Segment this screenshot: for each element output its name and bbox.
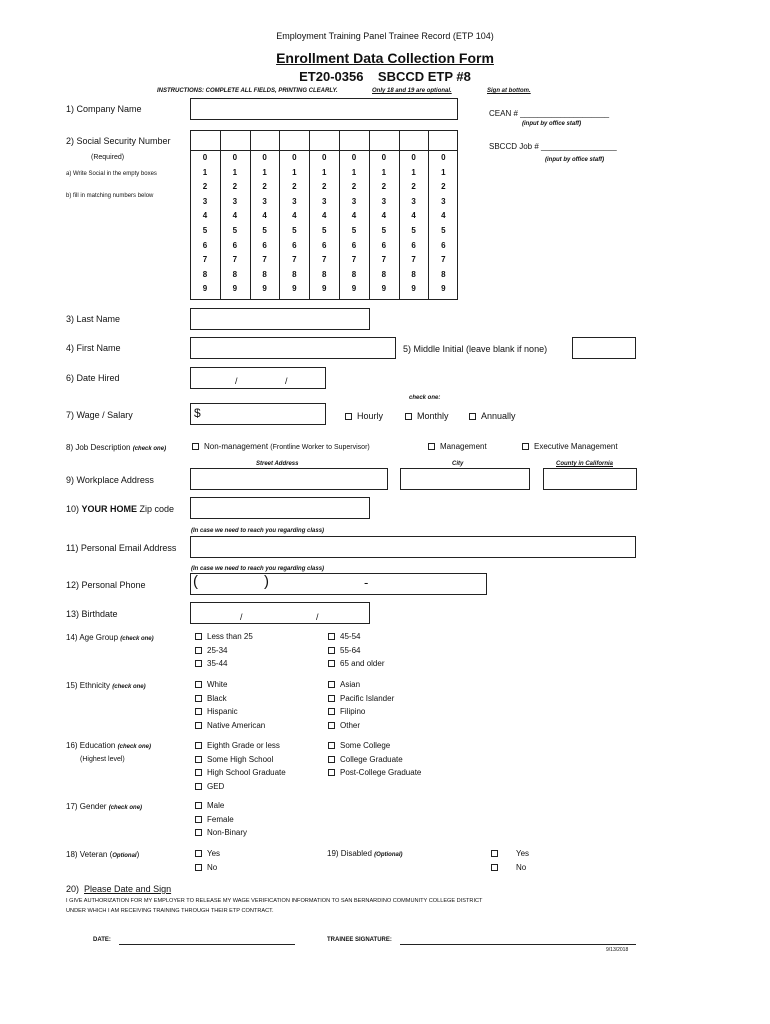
age-group-text: 14) Age Group xyxy=(66,633,119,642)
ssn-digit[interactable]: 9 xyxy=(321,284,327,294)
ssn-digit[interactable]: 2 xyxy=(232,182,238,192)
county-input[interactable] xyxy=(543,468,637,490)
checkbox-icon xyxy=(195,769,202,776)
age-option[interactable] xyxy=(328,659,384,668)
checkbox-icon xyxy=(328,769,335,776)
ssn-digit[interactable]: 4 xyxy=(321,211,327,221)
middle-initial-label: 5) Middle Initial (leave blank if none) xyxy=(403,344,548,354)
ssn-digit[interactable]: 6 xyxy=(441,240,446,250)
wage-option-label: Annually xyxy=(481,411,516,421)
ssn-digit[interactable]: 2 xyxy=(262,182,267,192)
veteran-note: Optional xyxy=(112,853,137,859)
zip-label-bold: YOUR HOME xyxy=(81,504,138,514)
ssn-digit[interactable]: 9 xyxy=(351,284,357,294)
ssn-digit[interactable]: 5 xyxy=(441,226,446,235)
age-group-label xyxy=(66,633,154,642)
ssn-digit[interactable]: 8 xyxy=(262,269,267,279)
ssn-digit[interactable]: 9 xyxy=(441,284,446,294)
ssn-digit[interactable]: 1 xyxy=(381,167,387,177)
date-line[interactable] xyxy=(119,944,295,945)
ssn-digit[interactable]: 3 xyxy=(351,196,357,206)
ssn-digit[interactable]: 4 xyxy=(351,211,357,221)
checkbox-icon xyxy=(328,722,335,729)
checkbox-icon xyxy=(192,443,199,450)
ssn-digit[interactable]: 5 xyxy=(202,226,208,235)
job-option-executive[interactable] xyxy=(522,442,618,451)
ssn-digit[interactable]: 6 xyxy=(351,240,357,250)
ssn-digit[interactable]: 5 xyxy=(381,226,387,235)
ssn-digit[interactable]: 0 xyxy=(381,153,387,162)
ethnicity-text: 15) Ethnicity xyxy=(66,681,111,690)
age-option[interactable] xyxy=(328,646,360,655)
ssn-digit[interactable]: 8 xyxy=(411,269,416,279)
check-one-note: check one: xyxy=(409,395,441,401)
reach-note-email: (In case we need to reach you regarding class) xyxy=(191,528,325,534)
disabled-label xyxy=(327,849,402,858)
top-title: Employment Training Panel Trainee Record (ETP 104) xyxy=(276,31,494,41)
veteran-option[interactable] xyxy=(195,849,220,858)
ssn-digit[interactable]: 6 xyxy=(381,240,387,250)
revision-date: 9/13/2018 xyxy=(606,947,629,953)
email-input[interactable] xyxy=(190,536,636,558)
checkbox-icon xyxy=(328,742,335,749)
ssn-digit[interactable]: 5 xyxy=(292,226,297,235)
wage-input[interactable] xyxy=(190,403,326,425)
education-option-label: Post-College Graduate xyxy=(340,768,422,777)
ssn-digit[interactable]: 1 xyxy=(262,167,267,177)
job-option-note: (Frontline Worker to Supervisor) xyxy=(270,444,370,451)
checkbox-icon xyxy=(328,633,335,640)
reach-note-phone: (In case we need to reach you regarding class) xyxy=(191,566,325,572)
ssn-digit[interactable]: 7 xyxy=(411,255,416,265)
ethnicity-label xyxy=(66,681,146,690)
veteran-option-label: No xyxy=(207,862,218,872)
ssn-digit[interactable]: 1 xyxy=(202,167,208,177)
zip-label-text: Zip code xyxy=(137,504,175,514)
first-name-input[interactable] xyxy=(190,337,396,359)
company-label: 1) Company Name xyxy=(66,104,142,114)
ssn-digit[interactable]: 3 xyxy=(202,196,208,206)
ethnicity-option[interactable] xyxy=(195,707,238,716)
checkbox-icon xyxy=(328,681,335,688)
ethnicity-option[interactable] xyxy=(195,721,265,730)
veteran-label xyxy=(66,850,139,859)
birthdate-slash-1: / xyxy=(240,612,243,622)
disabled-option-label: Yes xyxy=(516,849,530,858)
ssn-digit[interactable]: 8 xyxy=(441,269,446,279)
ssn-digit[interactable]: 4 xyxy=(262,211,267,221)
date-hired-label: 6) Date Hired xyxy=(66,373,120,383)
education-text: 16) Education xyxy=(66,741,116,750)
last-name-label: 3) Last Name xyxy=(66,314,121,324)
ssn-digit[interactable]: 9 xyxy=(381,284,387,294)
education-option[interactable] xyxy=(195,755,273,764)
ethnicity-option[interactable] xyxy=(328,694,394,703)
education-sub: (Highest level) xyxy=(80,756,125,763)
ssn-digit[interactable]: 0 xyxy=(351,153,357,162)
checkbox-icon xyxy=(195,647,202,654)
ssn-digit[interactable]: 4 xyxy=(202,211,208,221)
checkbox-icon xyxy=(428,443,435,450)
veteran-option-label: Yes xyxy=(207,849,221,858)
checkbox-icon xyxy=(195,802,202,809)
checkbox-icon xyxy=(195,816,202,823)
education-option-label: Some College xyxy=(340,741,391,750)
job-description-label xyxy=(66,443,166,452)
zip-label-num: 10) xyxy=(66,504,82,514)
gender-note: (check one) xyxy=(108,805,143,811)
education-option-label: High School Graduate xyxy=(207,768,286,777)
ssn-digit[interactable]: 4 xyxy=(411,211,416,221)
veteran-option[interactable] xyxy=(195,863,217,872)
ssn-digit[interactable]: 3 xyxy=(381,196,387,206)
ssn-required: (Required) xyxy=(91,154,125,161)
ssn-instruction-b: b) fill in matching numbers below xyxy=(66,193,154,199)
job-option-label: Non-management xyxy=(204,442,269,451)
ssn-digit[interactable]: 7 xyxy=(381,255,387,265)
ethnicity-note: (check one) xyxy=(112,684,146,690)
job-description-text: 8) Job Description xyxy=(66,443,131,452)
ssn-digit[interactable]: 9 xyxy=(232,284,238,294)
ethnicity-option-label: Hispanic xyxy=(207,707,238,716)
form-code: ET20-0356 SBCCD ETP #8 xyxy=(299,69,471,84)
ssn-digit[interactable]: 2 xyxy=(292,182,297,192)
disabled-option[interactable] xyxy=(491,849,529,858)
ssn-digit[interactable]: 8 xyxy=(381,269,387,279)
date-hired-slash-2: / xyxy=(285,376,288,386)
cean-note: (input by office staff) xyxy=(522,121,582,127)
wage-label: 7) Wage / Salary xyxy=(66,410,133,420)
ssn-digit[interactable]: 3 xyxy=(232,196,238,206)
ssn-digit[interactable]: 0 xyxy=(262,153,267,162)
email-label: 11) Personal Email Address xyxy=(66,543,177,553)
ssn-digit[interactable]: 6 xyxy=(321,240,327,250)
sign-section-text: Please Date and Sign xyxy=(84,884,172,894)
workplace-label: 9) Workplace Address xyxy=(66,475,154,485)
checkbox-icon xyxy=(328,756,335,763)
street-address-note: Street Address xyxy=(256,461,299,467)
gender-option[interactable] xyxy=(195,801,224,810)
ssn-digit[interactable]: 8 xyxy=(321,269,327,279)
ssn-digit[interactable]: 9 xyxy=(262,284,267,294)
ssn-digit[interactable]: 8 xyxy=(292,269,297,279)
ethnicity-option-label: Other xyxy=(340,720,361,730)
checkbox-icon xyxy=(491,864,498,871)
age-option-label: 45-54 xyxy=(340,632,361,641)
ssn-digit[interactable]: 0 xyxy=(411,153,416,162)
checkbox-icon xyxy=(405,413,412,420)
education-label xyxy=(66,741,151,750)
ssn-digit[interactable]: 4 xyxy=(232,211,238,221)
ssn-digit[interactable]: 7 xyxy=(292,255,297,265)
ssn-digit[interactable]: 3 xyxy=(441,196,446,206)
date-label: DATE: xyxy=(93,937,111,943)
disabled-option[interactable] xyxy=(491,863,526,872)
wage-option-annually[interactable] xyxy=(469,411,516,421)
instructions: INSTRUCTIONS: COMPLETE ALL FIELDS, PRINTING CLEARLY. xyxy=(157,88,338,94)
ssn-digit[interactable]: 4 xyxy=(292,211,297,221)
checkbox-icon xyxy=(345,413,352,420)
optional-note: Only 18 and 19 are optional. xyxy=(372,88,452,94)
checkbox-icon xyxy=(195,681,202,688)
ssn-digit[interactable]: 2 xyxy=(321,182,327,192)
street-address-input[interactable] xyxy=(190,468,388,490)
checkbox-icon xyxy=(195,864,202,871)
phone-dash: - xyxy=(364,575,369,590)
disabled-text: 19) Disabled xyxy=(327,849,372,858)
gender-option[interactable] xyxy=(195,815,234,824)
cean-label: CEAN # ____________________ xyxy=(489,109,610,118)
checkbox-icon xyxy=(195,829,202,836)
ssn-digit[interactable]: 4 xyxy=(441,211,446,221)
gender-option-label: Non-Binary xyxy=(207,828,248,837)
first-name-label: 4) First Name xyxy=(66,343,121,353)
signature-line[interactable] xyxy=(400,944,636,945)
age-option[interactable] xyxy=(195,646,227,655)
sign-section-num: 20) xyxy=(66,884,80,894)
job-number-note: (input by office staff) xyxy=(545,157,605,163)
ssn-digit[interactable]: 5 xyxy=(232,226,238,235)
checkbox-icon xyxy=(195,633,202,640)
education-option-label: Some High School xyxy=(207,754,274,764)
ssn-digit[interactable]: 1 xyxy=(441,167,446,177)
ssn-digit[interactable]: 1 xyxy=(321,167,327,177)
date-hired-slash-1: / xyxy=(235,376,238,386)
ssn-digit[interactable]: 3 xyxy=(411,196,416,206)
ssn-digit[interactable]: 0 xyxy=(232,153,238,162)
ssn-digit[interactable]: 7 xyxy=(441,255,446,265)
veteran-text: 18) Veteran ( xyxy=(66,850,113,859)
signature-label: TRAINEE SIGNATURE: xyxy=(327,937,392,943)
ssn-instruction-a: a) Write Social in the empty boxes xyxy=(66,171,157,177)
city-note: City xyxy=(452,461,464,467)
ssn-digit[interactable]: 5 xyxy=(262,226,267,235)
ssn-digit[interactable]: 1 xyxy=(232,167,238,177)
checkbox-icon xyxy=(195,708,202,715)
ethnicity-option[interactable] xyxy=(328,721,360,730)
ssn-digit[interactable]: 8 xyxy=(232,269,238,279)
age-option[interactable] xyxy=(195,659,227,668)
ethnicity-option-label: White xyxy=(207,680,228,689)
birthdate-slash-2: / xyxy=(316,612,319,622)
authorization-line-1: I GIVE AUTHORIZATION FOR MY EMPLOYER TO RELEASE MY WAGE VERIFICATION INFORMATION TO SAN BERNARDINO COMMUNITY COLLEGE DISTRICT xyxy=(66,898,483,904)
company-input[interactable] xyxy=(190,98,458,120)
education-note: (check one) xyxy=(117,744,151,750)
ssn-digit[interactable]: 7 xyxy=(202,255,208,265)
job-option-label: Executive Management xyxy=(534,442,618,451)
education-option[interactable] xyxy=(328,755,403,764)
ssn-digit[interactable]: 2 xyxy=(351,182,357,192)
gender-option-label: Male xyxy=(207,801,225,810)
ssn-digit[interactable]: 2 xyxy=(381,182,387,192)
ssn-digit[interactable]: 0 xyxy=(441,153,446,162)
ssn-digit[interactable]: 6 xyxy=(411,240,416,250)
education-option-label: Eighth Grade or less xyxy=(207,741,280,750)
ssn-digit[interactable]: 8 xyxy=(351,269,357,279)
disabled-option-label: No xyxy=(516,862,527,872)
checkbox-icon xyxy=(195,742,202,749)
veteran-close: ) xyxy=(136,850,140,859)
wage-option-monthly[interactable] xyxy=(405,411,449,421)
ssn-digit[interactable]: 6 xyxy=(202,240,208,250)
job-description-note: (check one) xyxy=(132,446,167,452)
education-option[interactable] xyxy=(328,768,421,777)
checkbox-icon xyxy=(522,443,529,450)
ethnicity-option[interactable] xyxy=(195,680,227,689)
middle-initial-input[interactable] xyxy=(572,337,636,359)
ssn-digit[interactable]: 9 xyxy=(202,284,208,294)
education-option-label: GED xyxy=(207,781,225,791)
city-input[interactable] xyxy=(400,468,530,490)
education-option[interactable] xyxy=(328,741,390,750)
age-group-note: (check one) xyxy=(120,636,154,642)
job-option-management[interactable] xyxy=(428,442,487,451)
phone-label: 12) Personal Phone xyxy=(66,580,146,590)
gender-option[interactable] xyxy=(195,828,247,837)
gender-text: 17) Gender xyxy=(66,802,107,811)
ssn-digit[interactable]: 7 xyxy=(262,255,267,265)
disabled-note: (Optional) xyxy=(374,852,403,858)
checkbox-icon xyxy=(195,850,202,857)
ssn-digit[interactable]: 7 xyxy=(351,255,357,265)
education-option[interactable] xyxy=(195,768,286,777)
age-option-label: Less than 25 xyxy=(207,632,253,641)
ssn-digit[interactable]: 4 xyxy=(381,211,387,221)
checkbox-icon xyxy=(328,708,335,715)
checkbox-icon xyxy=(469,413,476,420)
county-note: County in California xyxy=(556,461,613,467)
ssn-digit[interactable]: 1 xyxy=(411,167,416,177)
zip-input[interactable] xyxy=(190,497,370,519)
ssn-digit[interactable]: 1 xyxy=(292,167,297,177)
ssn-digit[interactable]: 0 xyxy=(202,153,208,162)
ssn-digit[interactable]: 9 xyxy=(411,284,416,294)
education-option[interactable] xyxy=(195,741,280,750)
wage-option-label: Hourly xyxy=(357,411,384,421)
job-option-label: Management xyxy=(440,442,487,451)
job-option-nonmanagement[interactable] xyxy=(192,442,370,451)
dollar-sign: $ xyxy=(194,406,201,420)
ssn-digit[interactable]: 1 xyxy=(351,167,357,177)
ssn-digit[interactable]: 6 xyxy=(232,240,238,250)
ssn-digit[interactable]: 2 xyxy=(202,182,208,192)
wage-option-hourly[interactable] xyxy=(345,411,383,421)
sign-note: Sign at bottom. xyxy=(487,88,531,94)
checkbox-icon xyxy=(195,695,202,702)
ssn-digit[interactable]: 0 xyxy=(292,153,297,162)
job-number-label: SBCCD Job # _________________ xyxy=(489,142,617,151)
ethnicity-option[interactable] xyxy=(328,707,365,716)
authorization-line-2: UNDER WHICH I AM RECEIVING TRAINING THROUGH THEIR ETP CONTRACT. xyxy=(66,908,274,914)
ssn-digit[interactable]: 9 xyxy=(292,284,297,294)
education-option-label: College Graduate xyxy=(340,754,403,764)
ethnicity-option-label: Native American xyxy=(207,720,266,730)
checkbox-icon xyxy=(195,783,202,790)
last-name-input[interactable] xyxy=(190,308,370,330)
birthdate-label: 13) Birthdate xyxy=(66,609,118,619)
age-option-label: 65 and older xyxy=(340,659,385,668)
ethnicity-option-label: Pacific Islander xyxy=(340,693,395,703)
phone-input[interactable] xyxy=(190,573,487,595)
age-option-label: 55-64 xyxy=(340,645,361,655)
checkbox-icon xyxy=(328,695,335,702)
gender-label xyxy=(66,802,142,811)
ssn-digit[interactable]: 7 xyxy=(321,255,327,265)
ethnicity-option-label: Asian xyxy=(340,680,361,689)
birthdate-input[interactable] xyxy=(190,602,370,624)
phone-close-paren: ) xyxy=(264,573,269,590)
ethnicity-option[interactable] xyxy=(328,680,360,689)
form-title: Enrollment Data Collection Form xyxy=(276,50,494,66)
ethnicity-option[interactable] xyxy=(195,694,227,703)
age-option[interactable] xyxy=(195,632,253,641)
sign-section-label xyxy=(66,884,171,894)
ethnicity-option-label: Black xyxy=(207,693,227,703)
ssn-digit[interactable]: 3 xyxy=(262,196,267,206)
checkbox-icon xyxy=(195,722,202,729)
checkbox-icon xyxy=(491,850,498,857)
ssn-digit[interactable]: 5 xyxy=(321,226,327,235)
ssn-digit[interactable]: 2 xyxy=(411,182,416,192)
checkbox-icon xyxy=(195,660,202,667)
ssn-digit[interactable]: 6 xyxy=(262,240,267,250)
checkbox-icon xyxy=(328,660,335,667)
ssn-digit[interactable]: 5 xyxy=(411,226,416,235)
zip-label xyxy=(66,504,174,514)
ssn-digit[interactable]: 0 xyxy=(321,153,327,162)
ssn-digit[interactable]: 2 xyxy=(441,182,446,192)
age-option[interactable] xyxy=(328,632,360,641)
ssn-digit[interactable]: 3 xyxy=(292,196,297,206)
age-option-label: 25-34 xyxy=(207,645,228,655)
ssn-digit[interactable]: 5 xyxy=(351,226,357,235)
ethnicity-option-label: Filipino xyxy=(340,707,366,716)
ssn-digit[interactable]: 6 xyxy=(292,240,297,250)
age-option-label: 35-44 xyxy=(207,659,228,668)
phone-open-paren: ( xyxy=(193,573,198,590)
ssn-digit[interactable]: 7 xyxy=(232,255,238,265)
gender-option-label: Female xyxy=(207,814,234,824)
ssn-label: 2) Social Security Number xyxy=(66,136,171,146)
wage-option-label: Monthly xyxy=(417,411,449,421)
date-hired-input[interactable] xyxy=(190,367,326,389)
checkbox-icon xyxy=(195,756,202,763)
education-option[interactable] xyxy=(195,782,224,791)
ssn-digit[interactable]: 8 xyxy=(202,269,208,279)
checkbox-icon xyxy=(328,647,335,654)
ssn-digit[interactable]: 3 xyxy=(321,196,327,206)
